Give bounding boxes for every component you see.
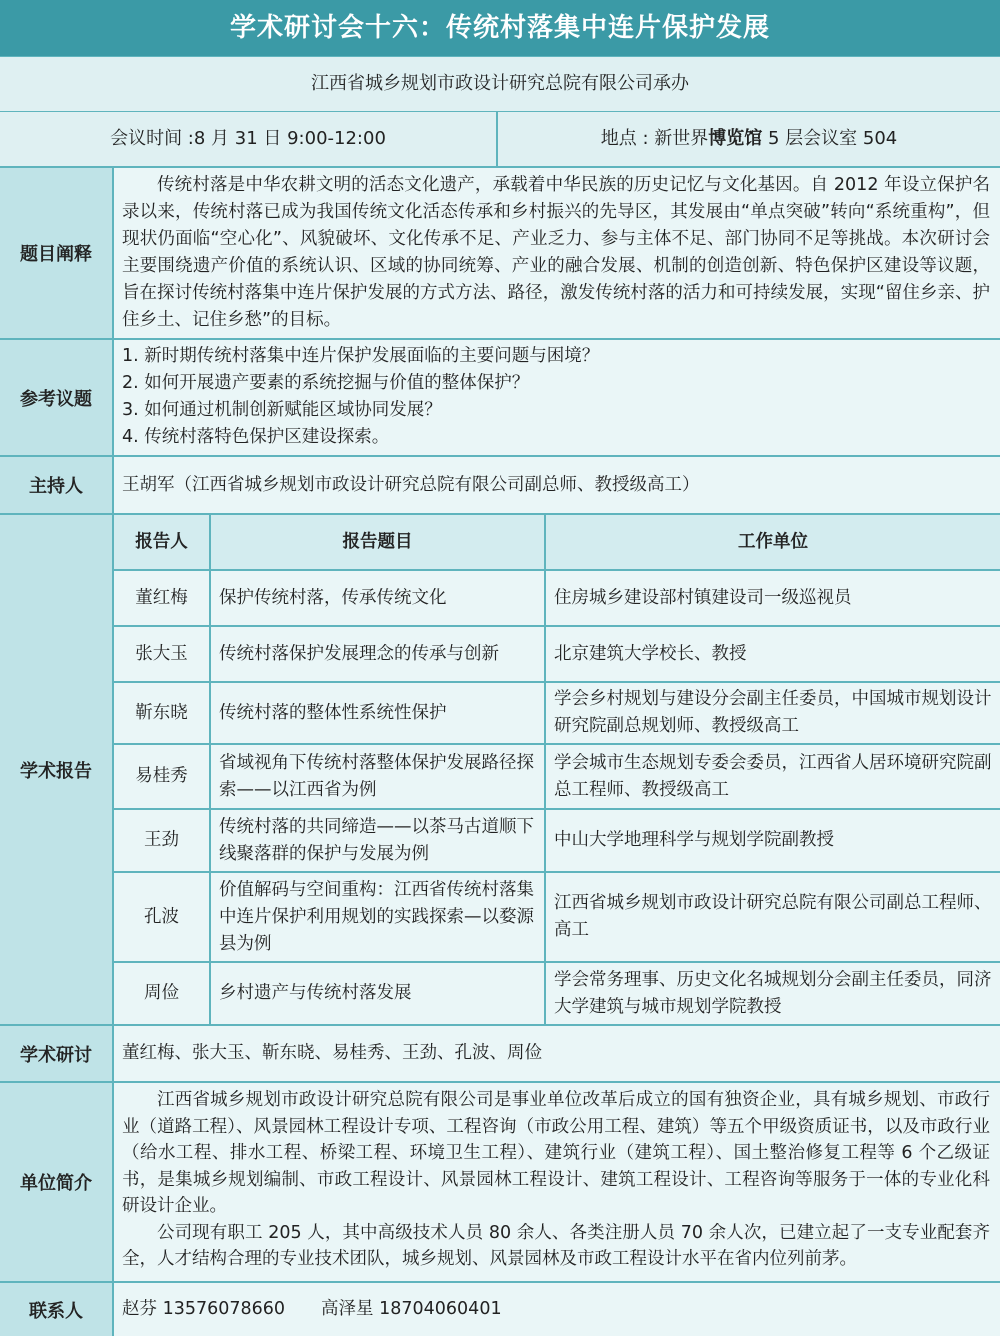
report-header-speaker: 报告人 [114, 515, 209, 569]
intro-content [114, 1083, 1000, 1281]
report-topic: 保护传统村落，传承传统文化 [211, 571, 544, 625]
report-label: 学术报告 [0, 515, 112, 1024]
report-topic: 传统村落的整体性系统性保护 [211, 683, 544, 743]
location-prefix: 地点 : 新世界 [600, 128, 709, 149]
topic-text: 传统村落是中华农耕文明的活态文化遗产，承载着中华民族的历史记忆与文化基因。自 2012 年设立保护名录以来，传统村落已成为我国传统文化活态传承和乡村振兴的先导区，其发展由“单点突破”转向“系统重构”，但现状仍面临“空心化”、风貌破坏、文化传承不足、产业乏力、参与主体不足、部门协同不足等挑战。本次研讨会主要围绕遗产价值的系统认识、区域的协同统筹、产业的融合发展、机制的创造创新、特色保护区建设等议题，旨在探讨传统村落集中连片保护发展的方式方法、路径，激发传统村落的活力和可持续发展，实现“留住乡亲、护住乡土、记住乡愁”的目标。 [122, 175, 990, 330]
discussion-text: 董红梅、张大玉、靳东晓、易桂秀、王劲、孔波、周俭 [114, 1026, 1000, 1081]
location-suffix: 5 层会议室 504 [762, 128, 898, 149]
report-unit: 学会城市生态规划专委会委员，江西省人居环境研究院副总工程师、教授级高工 [546, 745, 1000, 808]
meeting-time: 会议时间 :8 月 31 日 9:00-12:00 [0, 112, 496, 166]
report-unit: 中山大学地理科学与规划学院副教授 [546, 810, 1000, 871]
contact-person: 高泽星 18704060401 [321, 1299, 502, 1319]
report-topic: 传统村落的共同缔造——以茶马古道顺下线聚落群的保护与发展为例 [211, 810, 544, 871]
report-unit: 学会乡村规划与建设分会副主任委员，中国城市规划设计研究院副总规划师、教授级高工 [546, 683, 1000, 743]
contact-label: 联系人 [0, 1283, 112, 1336]
time-location-row [0, 112, 1000, 166]
ref-item: 3. 如何通过机制创新赋能区域协同发展？ [122, 400, 442, 420]
report-unit: 住房城乡建设部村镇建设司一级巡视员 [546, 571, 1000, 625]
report-topic: 乡村遗产与传统村落发展 [211, 963, 544, 1024]
intro-label: 单位简介 [0, 1083, 112, 1281]
report-speaker: 张大玉 [114, 627, 209, 681]
intro-paragraph: 江西省城乡规划市政设计研究总院有限公司是事业单位改革后成立的国有独资企业，具有城乡规划、市政行业（道路工程）、风景园林工程设计专项、工程咨询（市政公用工程、建筑）等五个甲级资质证书，以及市政行业（给水工程、排水工程、桥梁工程、环境卫生工程）、建筑行业（建筑工程）、国土整治修复工程等 6 个乙级证书，是集城乡规划编制、市政工程设计、风景园林工程设计、建筑工程设计、工程咨询等服务于一体的专业化科研设计企业。 [122, 1090, 990, 1216]
contact-person: 赵芬 13576078660 [122, 1299, 286, 1319]
topic-label: 题目阐释 [0, 168, 112, 338]
ref-label: 参考议题 [0, 340, 112, 455]
report-speaker: 董红梅 [114, 571, 209, 625]
ref-item: 4. 传统村落特色保护区建设探索。 [122, 427, 390, 447]
report-topic: 传统村落保护发展理念的传承与创新 [211, 627, 544, 681]
intro-paragraph: 公司现有职工 205 人，其中高级技术人员 80 余人、各类注册人员 70 余人次，已建立起了一支专业配套齐全，人才结构合理的专业技术团队，城乡规划、风景园林及市政工程设计水平在省内位列前茅。 [122, 1222, 990, 1269]
ref-item: 2. 如何开展遗产要素的系统挖掘与价值的整体保护？ [122, 373, 530, 393]
topic-content [114, 168, 1000, 338]
report-topic: 省域视角下传统村落整体保护发展路径探索——以江西省为例 [211, 745, 544, 808]
meeting-location [498, 112, 1000, 166]
report-speaker: 靳东晓 [114, 683, 209, 743]
report-speaker: 易桂秀 [114, 745, 209, 808]
report-unit: 江西省城乡规划市政设计研究总院有限公司副总工程师、高工 [546, 873, 1000, 961]
report-unit: 北京建筑大学校长、教授 [546, 627, 1000, 681]
discussion-label: 学术研讨 [0, 1026, 112, 1081]
ref-content [114, 340, 1000, 455]
host-text: 王胡军（江西省城乡规划市政设计研究总院有限公司副总师、教授级高工） [114, 457, 1000, 513]
report-header-unit: 工作单位 [546, 515, 1000, 569]
report-topic: 价值解码与空间重构：江西省传统村落集中连片保护利用规划的实践探索—以婺源县为例 [211, 873, 544, 961]
report-header-topic: 报告题目 [211, 515, 544, 569]
ref-item: 1. 新时期传统村落集中连片保护发展面临的主要问题与困境？ [122, 346, 600, 366]
organizer-line: 江西省城乡规划市政设计研究总院有限公司承办 [0, 57, 1000, 111]
location-venue: 博览馆 [708, 128, 763, 149]
host-label: 主持人 [0, 457, 112, 513]
report-speaker: 孔波 [114, 873, 209, 961]
page-title: 学术研讨会十六：传统村落集中连片保护发展 [0, 0, 1000, 56]
report-speaker: 周俭 [114, 963, 209, 1024]
report-unit: 学会常务理事、历史文化名城规划分会副主任委员，同济大学建筑与城市规划学院教授 [546, 963, 1000, 1024]
contact-content [114, 1283, 1000, 1336]
report-speaker: 王劲 [114, 810, 209, 871]
